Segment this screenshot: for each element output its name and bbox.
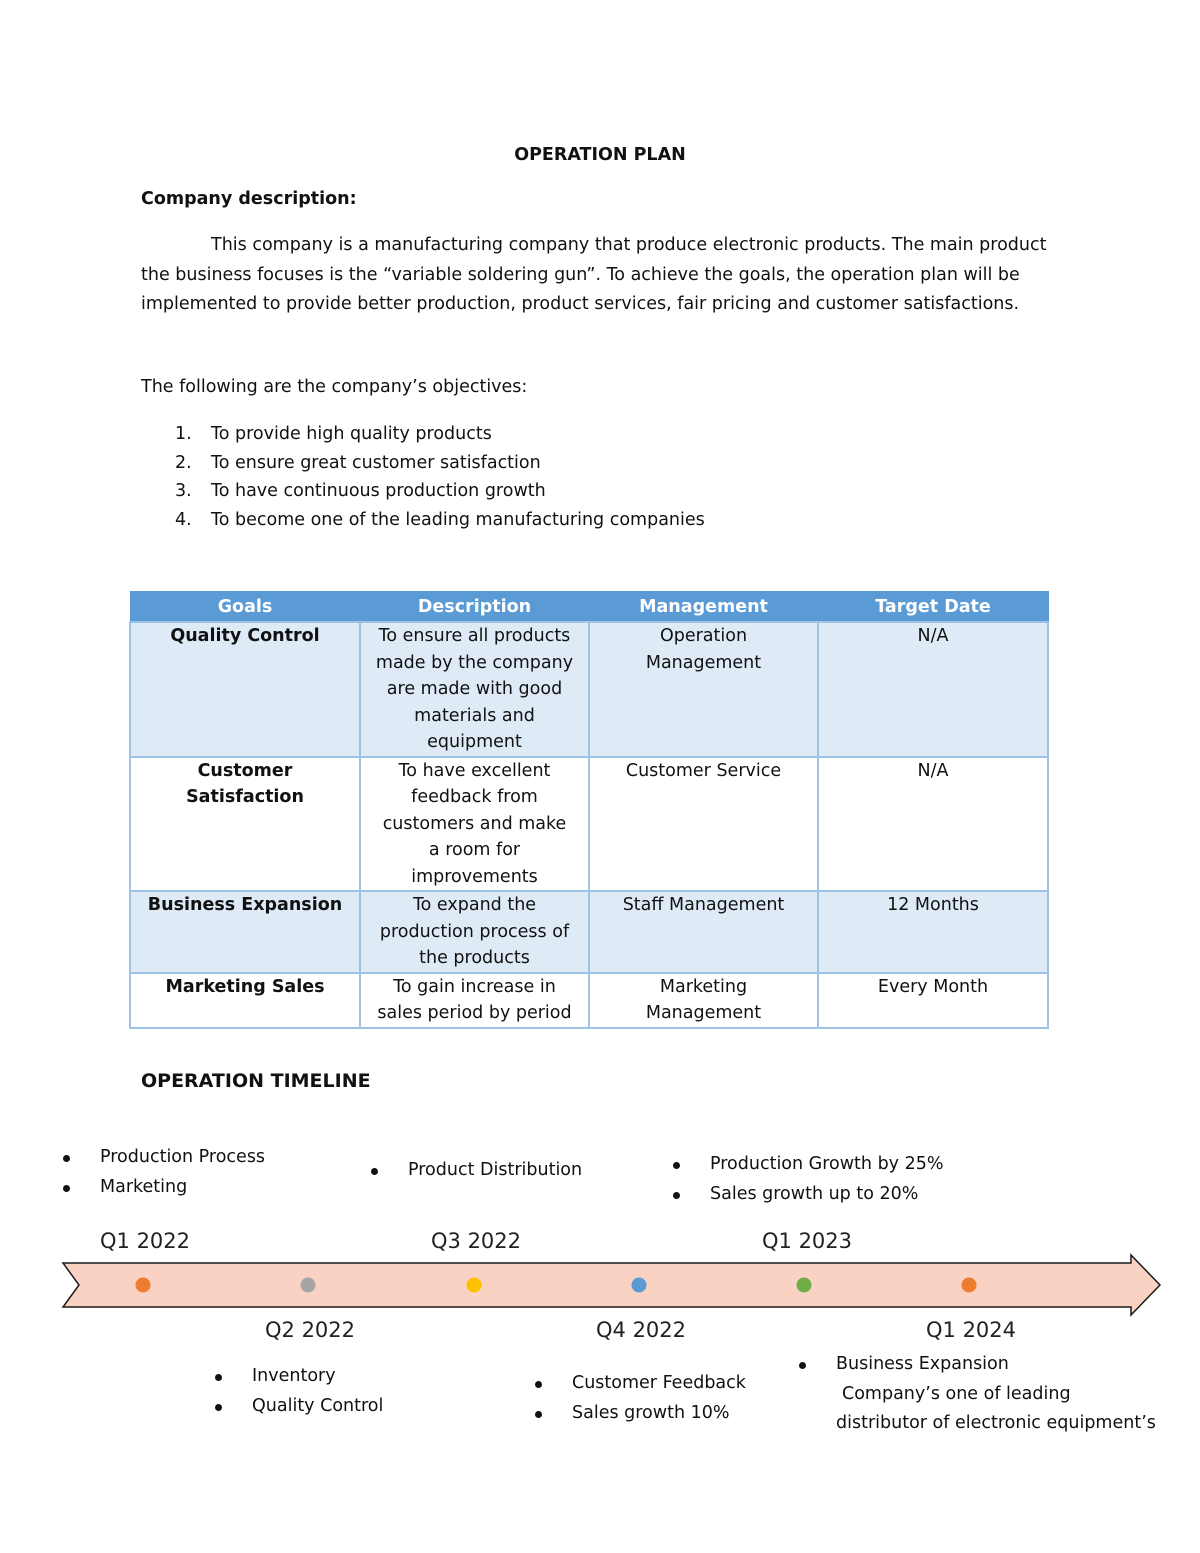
- objective-item: [141, 420, 705, 449]
- objective-item: [141, 506, 705, 535]
- objective-number: 3.: [175, 481, 192, 501]
- objective-item: [141, 449, 705, 478]
- quarter-label: Q1 2023: [762, 1229, 853, 1253]
- objectives-list: [141, 420, 705, 534]
- timeline-marker-q3-2022: [467, 1278, 482, 1293]
- description-cell: To gain increase in sales period by period: [360, 973, 589, 1028]
- timeline-items-q1-2023: [673, 1150, 944, 1209]
- timeline-item: distributor of electronic equipment’s: [836, 1413, 1156, 1433]
- management-cell: Customer Service: [589, 757, 818, 892]
- objective-item: [141, 477, 705, 506]
- objective-text: To become one of the leading manufacturing companies: [211, 509, 705, 530]
- description-cell: To have excellent feedback from customers and make a room for improvements: [360, 757, 589, 892]
- table-row: [130, 622, 1048, 757]
- objective-number: 1.: [175, 424, 192, 444]
- goal-cell: Business Expansion: [130, 891, 360, 973]
- timeline-marker-q4-2022: [632, 1278, 647, 1293]
- goals-table: [129, 591, 1049, 1029]
- timeline-items-q2-2022: [215, 1362, 383, 1421]
- management-cell: Operation Management: [589, 622, 818, 757]
- target-cell: Every Month: [818, 973, 1048, 1028]
- goal-cell: Marketing Sales: [130, 973, 360, 1028]
- header-target-date: Target Date: [818, 592, 1048, 623]
- timeline-item: Production Growth by 25%: [673, 1150, 944, 1180]
- management-cell: Staff Management: [589, 891, 818, 973]
- timeline-item: Sales growth 10%: [535, 1399, 746, 1429]
- timeline-items-q1-2024: [799, 1350, 1156, 1439]
- target-cell: N/A: [818, 622, 1048, 757]
- quarter-label: Q1 2022: [100, 1229, 191, 1253]
- header-goals: Goals: [130, 592, 360, 623]
- header-description: Description: [360, 592, 589, 623]
- quarter-label: Q1 2024: [926, 1318, 1017, 1342]
- timeline-item: Production Process: [63, 1143, 265, 1173]
- objective-text: To have continuous production growth: [211, 481, 546, 501]
- quarter-label: Q3 2022: [431, 1229, 522, 1253]
- page-title: OPERATION PLAN: [514, 145, 686, 165]
- description-cell: To expand the production process of the products: [360, 891, 589, 973]
- company-paragraph: [141, 231, 1061, 320]
- timeline-arrow: [0, 1250, 1200, 1320]
- management-cell: Marketing Management: [589, 973, 818, 1028]
- timeline-item: Inventory: [215, 1362, 383, 1392]
- timeline-item: Sales growth up to 20%: [673, 1180, 944, 1210]
- table-row: [130, 757, 1048, 892]
- objective-number: 4.: [175, 509, 192, 530]
- objective-text: To provide high quality products: [211, 424, 492, 444]
- timeline-item: Quality Control: [215, 1392, 383, 1422]
- timeline-marker-q2-2022: [301, 1278, 316, 1293]
- timeline-items-q1-2022: [63, 1143, 265, 1202]
- quarter-label: Q4 2022: [596, 1318, 687, 1342]
- target-cell: N/A: [818, 757, 1048, 892]
- timeline-marker-q1-2022: [136, 1278, 151, 1293]
- timeline-marker-q1-2023: [797, 1278, 812, 1293]
- company-heading: Company description:: [141, 189, 357, 209]
- description-cell: To ensure all products made by the company are made with good materials and equipment: [360, 622, 589, 757]
- goal-cell: Quality Control: [130, 622, 360, 757]
- timeline-item: Business Expansion: [799, 1350, 1156, 1380]
- timeline-items-q4-2022: [535, 1369, 746, 1428]
- header-management: Management: [589, 592, 818, 623]
- objectives-intro: The following are the company’s objectives:: [141, 377, 528, 397]
- timeline-item: Product Distribution: [371, 1156, 582, 1186]
- timeline-items-q3-2022: [371, 1156, 582, 1186]
- timeline-item: Customer Feedback: [535, 1369, 746, 1399]
- timeline-heading: OPERATION TIMELINE: [141, 1070, 371, 1092]
- target-cell: 12 Months: [818, 891, 1048, 973]
- timeline-arrow-shape: [63, 1255, 1160, 1315]
- goals-table-header-row: [130, 592, 1048, 623]
- table-row: [130, 891, 1048, 973]
- objective-number: 2.: [175, 452, 192, 473]
- timeline-item: Marketing: [63, 1173, 265, 1203]
- goal-cell: Customer Satisfaction: [130, 757, 360, 892]
- timeline-marker-q1-2024: [962, 1278, 977, 1293]
- objective-text: To ensure great customer satisfaction: [211, 452, 541, 473]
- table-row: [130, 973, 1048, 1028]
- quarter-label: Q2 2022: [265, 1318, 356, 1342]
- timeline-item: Company’s one of leading: [842, 1383, 1071, 1404]
- company-paragraph-text: This company is a manufacturing company that produce electronic products. The main product the business focuses is the “variable soldering gun”. To achieve the goals, the operation plan will be implemented to provide better production, product services, fair pricing and customer satisfactions.: [141, 235, 1047, 314]
